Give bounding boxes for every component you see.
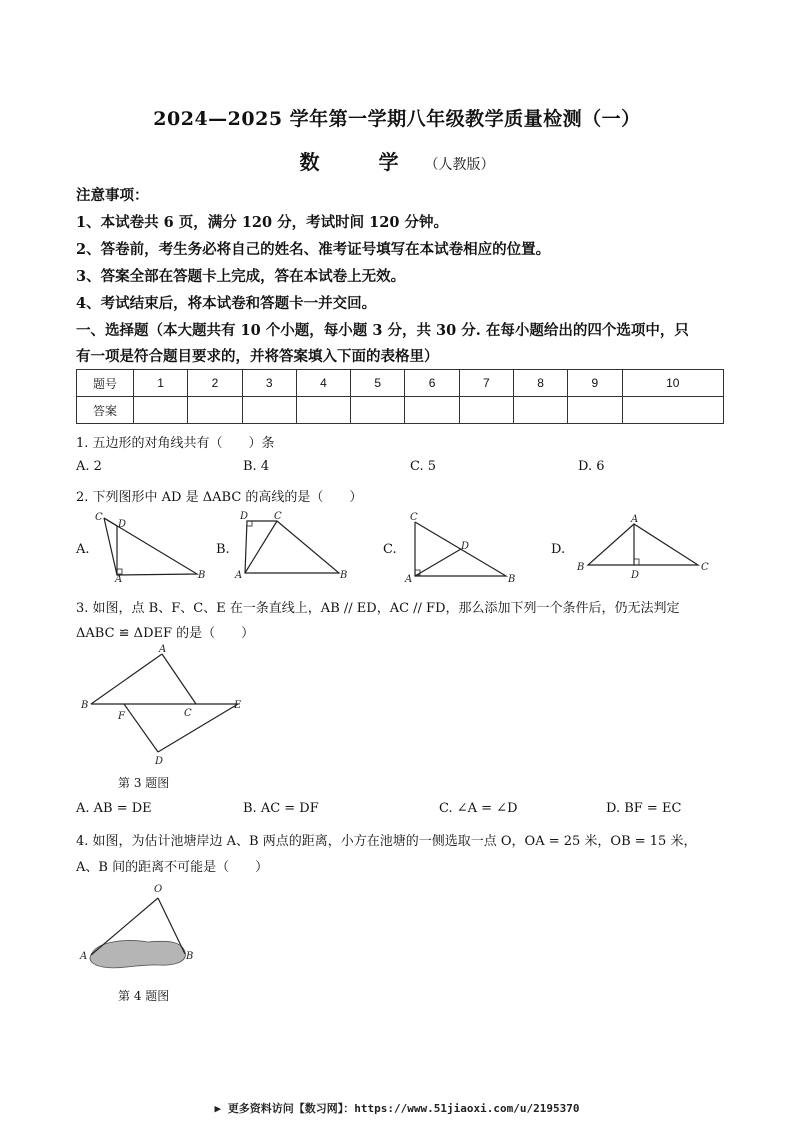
edition-label: （人教版） (424, 157, 495, 173)
q2-figure-c (400, 510, 520, 584)
vertex-label: C (95, 512, 103, 523)
q3-option-a: A. AB = DE (76, 801, 152, 816)
section-1-instructions (76, 318, 726, 370)
row-label-number: 题号 (77, 370, 134, 397)
question-number-cell: 8 (513, 370, 567, 397)
vertex-label: C (701, 562, 709, 573)
vertex-label: O (154, 884, 163, 895)
notice-item-4: 4、考试结束后，将本试卷和答题卡一并交回。 (76, 295, 377, 312)
vertex-label: B (81, 700, 89, 711)
vertex-label: E (234, 700, 242, 711)
answer-cell[interactable] (568, 397, 622, 424)
notice-item-1: 1、本试卷共 6 页，满分 120 分，考试时间 120 分钟。 (76, 214, 448, 231)
q1-stem: 1. 五边形的对角线共有（ ）条 (76, 436, 275, 451)
answer-cell[interactable] (459, 397, 513, 424)
q2-option-d-label: D. (551, 542, 566, 557)
question-number-cell: 3 (242, 370, 296, 397)
vertex-label: C (274, 511, 282, 522)
q3-option-d: D. BF = EC (606, 801, 682, 816)
vertex-label: C (410, 512, 418, 523)
answer-cell[interactable] (296, 397, 350, 424)
q1-option-b: B. 4 (243, 459, 270, 474)
question-number-cell: 1 (134, 370, 188, 397)
q2-figure-a (92, 510, 210, 582)
vertex-label: B (577, 562, 585, 573)
answer-cell[interactable] (188, 397, 242, 424)
q1-option-d: D. 6 (578, 459, 605, 474)
row-label-answer: 答案 (77, 397, 134, 424)
answer-cell[interactable] (405, 397, 459, 424)
notice-item-3: 3、答案全部在答题卡上完成，答在本试卷上无效。 (76, 268, 406, 285)
vertex-label: A (159, 644, 167, 655)
question-number-cell: 7 (459, 370, 513, 397)
question-number-cell: 2 (188, 370, 242, 397)
question-number-cell: 6 (405, 370, 459, 397)
subject-line (0, 146, 794, 175)
answer-cell[interactable] (513, 397, 567, 424)
vertex-label: C (184, 708, 192, 719)
answer-table-number-row (77, 370, 724, 397)
notice-item-2: 2、答卷前，考生务必将自己的姓名、准考证号填写在本试卷相应的位置。 (76, 241, 551, 258)
question-number-cell: 10 (622, 370, 723, 397)
answer-table (76, 369, 724, 424)
vertex-label: D (118, 519, 127, 530)
vertex-label: D (461, 541, 470, 552)
q3-stem-line-2: ΔABC ≌ ΔDEF 的是（ ） (76, 626, 255, 641)
question-number-cell: 4 (296, 370, 350, 397)
q1-option-c: C. 5 (410, 459, 437, 474)
answer-table-answer-row (77, 397, 724, 424)
vertex-label: D (240, 511, 249, 522)
vertex-label: A (631, 514, 639, 525)
section-1-line-1: 一、选择题（本大题共有 10 个小题，每小题 3 分，共 30 分. 在每小题给出的四个选项中，只 (76, 322, 689, 339)
section-1-line-2: 有一项是符合题目要求的，并将答案填入下面的表格里） (76, 348, 439, 365)
q4-stem-line-1: 4. 如图，为估计池塘岸边 A、B 两点的距离，小方在池塘的一侧选取一点 O，OA = 25 米，OB = 15 米， (76, 834, 697, 849)
exam-title: 2024—2025 学年第一学期八年级教学质量检测（一） (153, 108, 641, 130)
vertex-label: B (340, 570, 348, 581)
q2-figure-d (574, 512, 714, 582)
q2-option-b-label: B. (216, 542, 230, 557)
vertex-label: A (80, 951, 88, 962)
subject-name: 数 学 (299, 150, 425, 174)
vertex-label: F (118, 711, 125, 722)
vertex-label: B (186, 951, 194, 962)
q3-option-b: B. AC = DF (243, 801, 319, 816)
notice-heading: 注意事项： (76, 187, 149, 204)
q4-stem-line-2: A、B 间的距离不可能是（ ） (76, 860, 269, 875)
q2-option-a-label: A. (76, 542, 90, 557)
vertex-label: B (508, 574, 516, 584)
q2-stem: 2. 下列图形中 AD 是 ΔABC 的高线的是（ ） (76, 490, 363, 505)
q2-option-c-label: C. (383, 542, 397, 557)
answer-cell[interactable] (242, 397, 296, 424)
answer-cell[interactable] (134, 397, 188, 424)
q3-option-c: C. ∠A = ∠D (439, 801, 518, 816)
vertex-label: D (631, 570, 640, 581)
q4-figure (78, 880, 208, 974)
q1-option-a: A. 2 (76, 459, 102, 474)
q3-stem-line-1: 3. 如图，点 B、F、C、E 在一条直线上，AB // ED，AC // FD，那么添加下列一个条件后，仍无法判定 (76, 601, 680, 616)
q3-caption: 第 3 题图 (118, 776, 170, 790)
answer-cell[interactable] (622, 397, 723, 424)
q3-figure (78, 642, 250, 766)
pond-shape (90, 941, 185, 968)
vertex-label: A (115, 574, 123, 582)
vertex-label: B (198, 570, 206, 581)
q4-caption: 第 4 题图 (118, 989, 170, 1003)
vertex-label: A (405, 574, 413, 584)
answer-cell[interactable] (351, 397, 405, 424)
q2-figure-b (232, 508, 352, 582)
question-number-cell: 5 (351, 370, 405, 397)
vertex-label: D (155, 756, 164, 766)
footer-link[interactable]: ▶ 更多资料访问【数习网】：https://www.51jiaoxi.com/u/2195370 (214, 1102, 580, 1115)
question-number-cell: 9 (568, 370, 622, 397)
vertex-label: A (235, 570, 243, 581)
